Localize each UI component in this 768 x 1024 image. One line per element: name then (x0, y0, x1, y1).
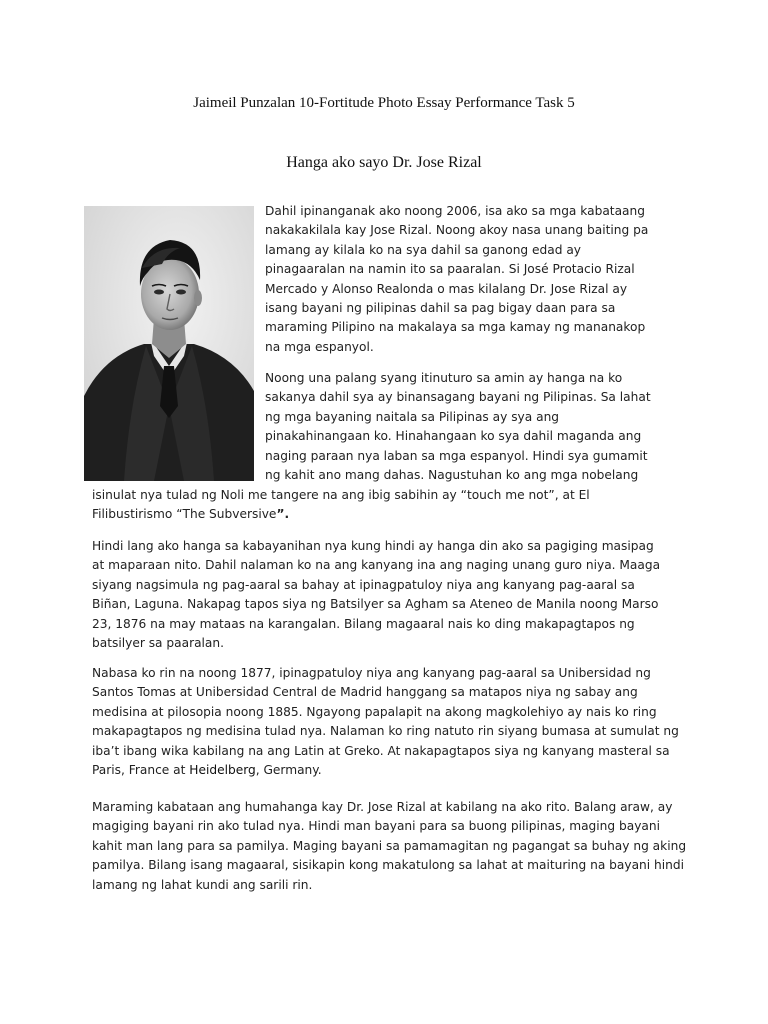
paragraph-second-continued (92, 486, 692, 525)
text-line: isang bayani ng pilipinas dahil sa pag bigay daan para sa (265, 301, 616, 316)
text-line: 23, 1876 na may mataas na karangalan. Bilang magaaral nais ko ding makapagtapos ng (92, 616, 635, 631)
text-line: pamilya. Bilang isang magaaral, sisikapin kong makatulong sa lahat at maituring na bayani hindi (92, 858, 684, 873)
text-line: makapagtapos ng medisina tulad nya. Nalaman ko ring natuto rin siyang bumasa at sumulat ng (92, 724, 679, 739)
text-line: pinakahinangaan ko. Hinahangaan ko sya dahil maganda ang (265, 429, 642, 444)
text-segment: Paris, France at (92, 763, 190, 778)
text-segment: , Germany. (255, 763, 322, 778)
text-line: Maraming kabataan ang humahanga kay Dr. Jose Rizal at kabilang na ako rito. Balang araw, ay (92, 800, 673, 814)
paragraph-fifth (92, 798, 692, 895)
text-line: ng mga bayaning naitala sa Pilipinas ay sya ang (265, 409, 560, 424)
novel-reference: Filibustirismo “The Subversive (92, 507, 277, 522)
place-name-heidelberg: Heidelberg (189, 763, 256, 778)
text-line: maraming Pilipino na makalaya sa mga kamay ng mananakop (265, 320, 646, 335)
portrait-photo (84, 206, 254, 481)
paragraph-fourth (92, 664, 692, 780)
text-line: Dahil ipinanganak ako noong 2006, isa ako sa mga kabataang (265, 204, 645, 218)
text-line: isinulat nya tulad ng Noli me tangere na ang ibig sabihin ay “touch me not”, at El (92, 488, 590, 502)
closing-quote: ”. (276, 507, 290, 522)
essay-title: Hanga ako sayo Dr. Jose Rizal (286, 154, 482, 171)
text-line: Biñan, Laguna. Nakapag tapos siya ng Batsilyer sa Agham sa Ateneo de Manila noong Marso (92, 597, 659, 612)
text-line: Mercado y Alonso Realonda o mas kilalang Dr. Jose Rizal ay (265, 281, 628, 296)
text-line: medisina at pilosopia noong 1885. Ngayong papalapit na akong magkolehiyo ay nais ko ring (92, 704, 657, 719)
text-line: na mga espanyol. (265, 339, 374, 354)
text-line: iba’t ibang wika kabilang na ang Latin at Greko. At nakapagtapos siya ng kanyang masteral sa (92, 743, 670, 758)
text-line: ng kahit ano mang dahas. Nagustuhan ko ang mga nobelang (265, 468, 639, 483)
text-line: lamang ng lahat kundi ang sarili rin. (92, 877, 313, 892)
paragraph-second (265, 369, 685, 485)
text-line: Santos Tomas at Unibersidad Central de Madrid hanggang sa matapos niya ng sabay ang (92, 685, 638, 700)
text-line: Hindi lang ako hanga sa kabayanihan nya kung hindi ay hanga din ako sa pagiging masipag (92, 539, 654, 553)
text-line: naging paraan nya laban sa mga espanyol. Hindi sya gumamit (265, 448, 648, 463)
paragraph-intro (265, 202, 685, 357)
text-line: kahit man lang para sa pamilya. Maging bayani sa pamamagitan ng pagangat sa buhay ng aking (92, 838, 687, 853)
text-line: siyang nagsimula ng pag-aaral sa bahay at ipinagpatuloy niya ang kanyang pag-aaral sa (92, 577, 635, 592)
text-line (92, 505, 692, 524)
text-line: lamang ay kilala ko na sya dahil sa ganong edad ay (265, 242, 582, 257)
portrait-illustration (84, 206, 254, 481)
text-line: Nabasa ko rin na noong 1877, ipinagpatuloy niya ang kanyang pag-aaral sa Unibersidad ng (92, 666, 651, 680)
text-line: pinagaaralan na namin ito sa paaralan. Si José Protacio Rizal (265, 262, 635, 277)
text-line (92, 761, 692, 780)
text-line: batsilyer sa paaralan. (92, 636, 224, 651)
text-line: Noong una palang syang itinuturo sa amin ay hanga na ko (265, 371, 623, 385)
text-line: magiging bayani rin ako tulad nya. Hindi man bayani para sa buong pilipinas, maging bayani (92, 819, 661, 834)
document-title: Jaimeil Punzalan 10-Fortitude Photo Essay Performance Task 5 (193, 95, 575, 111)
text-line: sakanya dahil sya ay binansagang bayani ng Pilipinas. Sa lahat (265, 390, 651, 405)
paragraph-third (92, 537, 692, 653)
text-line: nakakakilala kay Jose Rizal. Noong akoy nasa unang baiting pa (265, 223, 649, 238)
text-line: at maparaan nito. Dahil nalaman ko na ang kanyang ina ang naging unang guro niya. Maaga (92, 558, 661, 573)
